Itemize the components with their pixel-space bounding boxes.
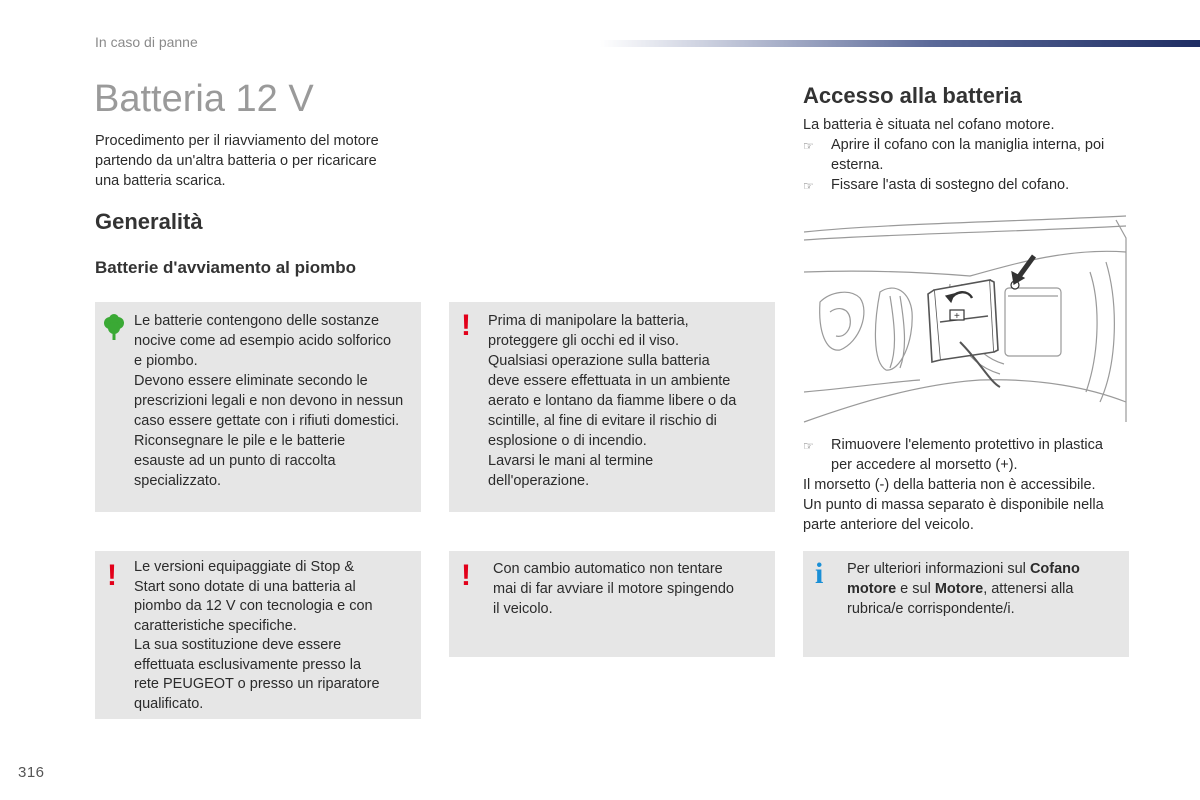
stop-start-line: rete PEUGEOT o presso un riparatore xyxy=(134,676,380,692)
environment-line: Devono essere eliminate secondo le xyxy=(134,373,368,389)
info-link-cofano[interactable]: Cofano xyxy=(1029,561,1080,577)
accesso-instructions xyxy=(803,115,1143,196)
environment-line: caso essere gettate con i rifiuti domestici. xyxy=(134,413,400,429)
bullet-fix-rod xyxy=(803,175,1143,196)
info-line: rubrica/e corrispondente/i. xyxy=(847,601,1015,617)
intro-line: una batteria scarica. xyxy=(95,173,226,189)
bullet-line: Rimuovere l'elemento protettivo in plastica xyxy=(831,437,1103,453)
stop-start-line: caratteristiche specifiche. xyxy=(134,617,297,634)
environment-note-box xyxy=(95,302,421,512)
stop-start-warning-box xyxy=(95,551,421,719)
environment-line: specializzato. xyxy=(134,473,222,489)
handling-line: dell'operazione. xyxy=(488,473,590,489)
tree-icon xyxy=(102,314,126,342)
terminal-line: parte anteriore del veicolo. xyxy=(803,517,974,533)
stop-start-line: piombo da 12 V con tecnologia e con xyxy=(134,598,373,614)
environment-line: Le batterie contengono delle sostanze xyxy=(134,313,380,329)
bullet-line: per accedere al morsetto (+). xyxy=(831,457,1018,473)
info-text: e sul xyxy=(896,581,935,597)
handling-line: Prima di manipolare la batteria, xyxy=(488,313,689,329)
stop-start-line: La sua sostituzione deve essere xyxy=(134,637,342,653)
environment-line: e piombo. xyxy=(134,353,198,369)
handling-line: Lavarsi le mani al termine xyxy=(488,453,654,469)
terminal-line: Un punto di massa separato è disponibile nella xyxy=(803,497,1104,513)
accesso-intro: La batteria è situata nel cofano motore. xyxy=(803,117,1055,133)
header-accent-bar xyxy=(600,40,1200,47)
accesso-heading: Accesso alla batteria xyxy=(803,83,1022,108)
warning-exclamation-icon: ! xyxy=(461,559,471,592)
bullet-line: Aprire il cofano con la maniglia interna, poi xyxy=(831,137,1105,153)
stop-start-line: qualificato. xyxy=(134,695,204,712)
info-link-cofano-motore[interactable]: motore xyxy=(847,581,897,597)
batterie-subheading: Batterie d'avviamento al piombo xyxy=(95,258,356,277)
automatic-line: Con cambio automatico non tentare xyxy=(493,561,723,577)
info-icon: i xyxy=(815,557,824,590)
battery-plus-symbol: + xyxy=(954,311,960,322)
warning-exclamation-icon: ! xyxy=(107,559,117,592)
generalita-heading: Generalità xyxy=(95,209,203,234)
terminal-line: Il morsetto (-) della batteria non è accessibile. xyxy=(803,477,1096,493)
handling-warning-box xyxy=(449,302,775,512)
environment-line: nocive come ad esempio acido solforico xyxy=(134,333,392,349)
handling-line: proteggere gli occhi ed il viso. xyxy=(488,333,680,349)
stop-start-line: effettuata esclusivamente presso la xyxy=(134,656,362,673)
intro-text xyxy=(95,131,425,191)
environment-line: Riconsegnare le pile e le batterie xyxy=(134,433,346,449)
pointing-hand-icon: ☞ xyxy=(803,139,814,153)
info-line xyxy=(847,559,1127,579)
bullet-line: esterna. xyxy=(831,157,884,173)
handling-line: Qualsiasi operazione sulla batteria xyxy=(488,353,710,369)
bullet-line: Fissare l'asta di sostegno del cofano. xyxy=(831,177,1070,193)
environment-line: prescrizioni legali e non devono in nessun xyxy=(134,393,404,409)
info-text: Per ulteriori informazioni sul xyxy=(847,561,1030,577)
stop-start-line: Start sono dotate di una batteria al xyxy=(134,578,356,595)
automatic-line: il veicolo. xyxy=(493,601,553,617)
engine-bay-illustration xyxy=(800,212,1130,432)
section-label: In caso di panne xyxy=(95,34,198,50)
handling-line: deve essere effettuata in un ambiente xyxy=(488,373,731,389)
page-title: Batteria 12 V xyxy=(94,78,314,120)
bullet-remove-cover xyxy=(803,435,1143,475)
info-line xyxy=(847,579,1127,599)
stop-start-line: Le versioni equipaggiate di Stop & xyxy=(134,559,355,575)
automatic-line: mai di far avviare il motore spingendo xyxy=(493,581,734,597)
pointing-hand-icon: ☞ xyxy=(803,179,814,193)
environment-line: esauste ad un punto di raccolta xyxy=(134,453,336,469)
intro-line: Procedimento per il riavviamento del motore xyxy=(95,133,379,149)
pointing-hand-icon: ☞ xyxy=(803,439,814,453)
automatic-gearbox-warning-box xyxy=(449,551,775,657)
handling-line: scintille, al fine di evitare il rischio di xyxy=(488,413,717,429)
page-number: 316 xyxy=(18,764,45,781)
handling-line: esplosione o di incendio. xyxy=(488,433,647,449)
accesso-post-illustration xyxy=(803,435,1143,535)
handling-line: aerato e lontano da fiamme libere o da xyxy=(488,393,737,409)
info-text: , attenersi alla xyxy=(983,581,1074,597)
intro-line: partendo da un'altra batteria o per ricaricare xyxy=(95,153,377,169)
warning-exclamation-icon: ! xyxy=(461,309,471,342)
info-note-box xyxy=(803,551,1129,657)
bullet-open-hood xyxy=(803,135,1143,175)
info-link-motore[interactable]: Motore xyxy=(934,581,984,597)
